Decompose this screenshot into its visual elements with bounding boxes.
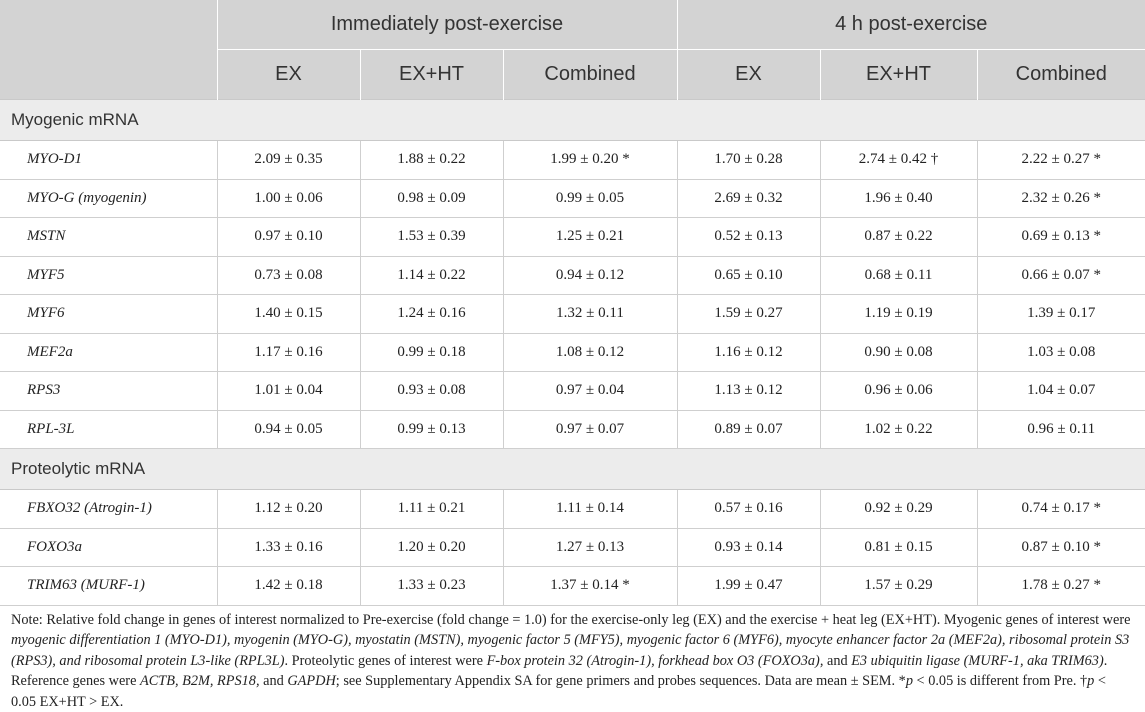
value-cell: 1.01 ± 0.04 (217, 372, 360, 411)
value-cell: 1.25 ± 0.21 (503, 218, 677, 257)
gene-name-cell: MYF5 (0, 256, 217, 295)
footnote-segment: and (827, 653, 851, 669)
value-cell: 0.94 ± 0.05 (217, 410, 360, 449)
value-cell: 2.69 ± 0.32 (677, 179, 820, 218)
gene-name-cell: MEF2a (0, 333, 217, 372)
value-cell: 1.88 ± 0.22 (360, 141, 503, 180)
value-cell: 1.17 ± 0.16 (217, 333, 360, 372)
footnote-segment: < 0.05 is different from Pre. † (913, 673, 1087, 689)
value-cell: 0.87 ± 0.22 (820, 218, 977, 257)
value-cell: 0.90 ± 0.08 (820, 333, 977, 372)
value-cell: 1.39 ± 0.17 (977, 295, 1145, 334)
column-header: Combined (503, 50, 677, 100)
value-cell: 0.99 ± 0.05 (503, 179, 677, 218)
value-cell: 2.74 ± 0.42 † (820, 141, 977, 180)
table-row (0, 333, 1145, 372)
value-cell: 0.92 ± 0.29 (820, 490, 977, 529)
value-cell: 0.65 ± 0.10 (677, 256, 820, 295)
gene-name-cell: MYF6 (0, 295, 217, 334)
table-row (0, 372, 1145, 411)
value-cell: 0.69 ± 0.13 * (977, 218, 1145, 257)
value-cell: 1.27 ± 0.13 (503, 528, 677, 567)
column-header: Combined (977, 50, 1145, 100)
section-title: Proteolytic mRNA (0, 449, 1145, 490)
value-cell: 1.70 ± 0.28 (677, 141, 820, 180)
value-cell: 1.03 ± 0.08 (977, 333, 1145, 372)
footnote-segment: GAPDH (287, 673, 335, 689)
value-cell: 1.19 ± 0.19 (820, 295, 977, 334)
value-cell: 1.11 ± 0.21 (360, 490, 503, 529)
value-cell: 0.66 ± 0.07 * (977, 256, 1145, 295)
table-header (0, 0, 1145, 100)
footnote-segment: ACTB, B2M, RPS18, (140, 673, 263, 689)
footnote-segment: ; see Supplementary Appendix SA for gene primers and probes sequences. Data are mean ± SEM. * (336, 673, 906, 689)
value-cell: 0.96 ± 0.11 (977, 410, 1145, 449)
footnote-segment: F-box protein 32 (Atrogin-1), forkhead box O3 (FOXO3a), (487, 653, 827, 669)
value-cell: 0.93 ± 0.14 (677, 528, 820, 567)
gene-name-cell: MYO-G (myogenin) (0, 179, 217, 218)
value-cell: 0.94 ± 0.12 (503, 256, 677, 295)
value-cell: 1.78 ± 0.27 * (977, 567, 1145, 606)
table-row (0, 410, 1145, 449)
table-row (0, 567, 1145, 606)
value-cell: 0.68 ± 0.11 (820, 256, 977, 295)
value-cell: 0.93 ± 0.08 (360, 372, 503, 411)
header-immediately-post-exercise: Immediately post-exercise (217, 0, 677, 50)
header-group-row (0, 0, 1145, 50)
value-cell: 1.99 ± 0.20 * (503, 141, 677, 180)
footnote-segment: < 0.05 EX+HT > EX. (11, 673, 1106, 710)
value-cell: 2.09 ± 0.35 (217, 141, 360, 180)
gene-name-cell: MSTN (0, 218, 217, 257)
gene-name-cell: FOXO3a (0, 528, 217, 567)
table-row (0, 256, 1145, 295)
value-cell: 0.52 ± 0.13 (677, 218, 820, 257)
column-header: EX (217, 50, 360, 100)
value-cell: 2.22 ± 0.27 * (977, 141, 1145, 180)
value-cell: 1.33 ± 0.23 (360, 567, 503, 606)
value-cell: 0.99 ± 0.18 (360, 333, 503, 372)
value-cell: 0.99 ± 0.13 (360, 410, 503, 449)
value-cell: 1.53 ± 0.39 (360, 218, 503, 257)
footnote-segment: p (1087, 673, 1094, 689)
value-cell: 1.08 ± 0.12 (503, 333, 677, 372)
value-cell: 1.59 ± 0.27 (677, 295, 820, 334)
table-row (0, 490, 1145, 529)
value-cell: 0.73 ± 0.08 (217, 256, 360, 295)
value-cell: 1.13 ± 0.12 (677, 372, 820, 411)
footnote-segment: E3 ubiquitin ligase (MURF-1, aka TRIM63) (851, 653, 1104, 669)
value-cell: 0.74 ± 0.17 * (977, 490, 1145, 529)
table-footnote (0, 606, 1145, 712)
value-cell: 0.57 ± 0.16 (677, 490, 820, 529)
value-cell: 0.97 ± 0.04 (503, 372, 677, 411)
section-header-row (0, 449, 1145, 490)
value-cell: 1.99 ± 0.47 (677, 567, 820, 606)
table-row (0, 295, 1145, 334)
value-cell: 0.96 ± 0.06 (820, 372, 977, 411)
value-cell: 0.81 ± 0.15 (820, 528, 977, 567)
value-cell: 0.87 ± 0.10 * (977, 528, 1145, 567)
gene-name-cell: TRIM63 (MURF-1) (0, 567, 217, 606)
value-cell: 1.32 ± 0.11 (503, 295, 677, 334)
footnote-segment: . Reference genes were (11, 653, 1107, 690)
value-cell: 1.14 ± 0.22 (360, 256, 503, 295)
section-header-row (0, 100, 1145, 141)
value-cell: 2.32 ± 0.26 * (977, 179, 1145, 218)
footnote-segment: Note: Relative fold change in genes of interest normalized to Pre-exercise (fold change = 1.0) for the exercise-only leg (EX) and the exercise + heat leg (EX+HT). Myogenic genes of interest were (11, 612, 1130, 628)
value-cell: 0.98 ± 0.09 (360, 179, 503, 218)
value-cell: 1.11 ± 0.14 (503, 490, 677, 529)
value-cell: 1.00 ± 0.06 (217, 179, 360, 218)
column-header: EX+HT (820, 50, 977, 100)
value-cell: 0.89 ± 0.07 (677, 410, 820, 449)
column-header: EX (677, 50, 820, 100)
value-cell: 1.42 ± 0.18 (217, 567, 360, 606)
footnote-segment: . Proteolytic genes of interest were (284, 653, 486, 669)
value-cell: 1.40 ± 0.15 (217, 295, 360, 334)
table-body (0, 100, 1145, 606)
table-row (0, 218, 1145, 257)
value-cell: 1.12 ± 0.20 (217, 490, 360, 529)
gene-name-cell: RPS3 (0, 372, 217, 411)
column-header: EX+HT (360, 50, 503, 100)
gene-name-cell: MYO-D1 (0, 141, 217, 180)
value-cell: 0.97 ± 0.10 (217, 218, 360, 257)
value-cell: 1.02 ± 0.22 (820, 410, 977, 449)
value-cell: 1.24 ± 0.16 (360, 295, 503, 334)
value-cell: 1.33 ± 0.16 (217, 528, 360, 567)
table-row (0, 141, 1145, 180)
value-cell: 1.16 ± 0.12 (677, 333, 820, 372)
header-4h-post-exercise: 4 h post-exercise (677, 0, 1145, 50)
footnote-segment: p (906, 673, 913, 689)
section-title: Myogenic mRNA (0, 100, 1145, 141)
footnote-segment: and (263, 673, 287, 689)
table-row (0, 528, 1145, 567)
value-cell: 1.57 ± 0.29 (820, 567, 977, 606)
value-cell: 1.37 ± 0.14 * (503, 567, 677, 606)
value-cell: 1.96 ± 0.40 (820, 179, 977, 218)
header-blank-cell (0, 0, 217, 100)
value-cell: 1.04 ± 0.07 (977, 372, 1145, 411)
table-row (0, 179, 1145, 218)
gene-name-cell: RPL-3L (0, 410, 217, 449)
value-cell: 0.97 ± 0.07 (503, 410, 677, 449)
gene-name-cell: FBXO32 (Atrogin-1) (0, 490, 217, 529)
value-cell: 1.20 ± 0.20 (360, 528, 503, 567)
footnote-segment: myogenic differentiation 1 (MYO-D1), myogenin (MYO-G), myostatin (MSTN), myogenic factor 5 (MFY5), myogenic factor 6 (MYF6), myocyte enhancer factor 2a (MEF2a), ribosomal protein S3 (RPS3), and ribosomal protein L3-like (RPL3L) (11, 632, 1129, 669)
